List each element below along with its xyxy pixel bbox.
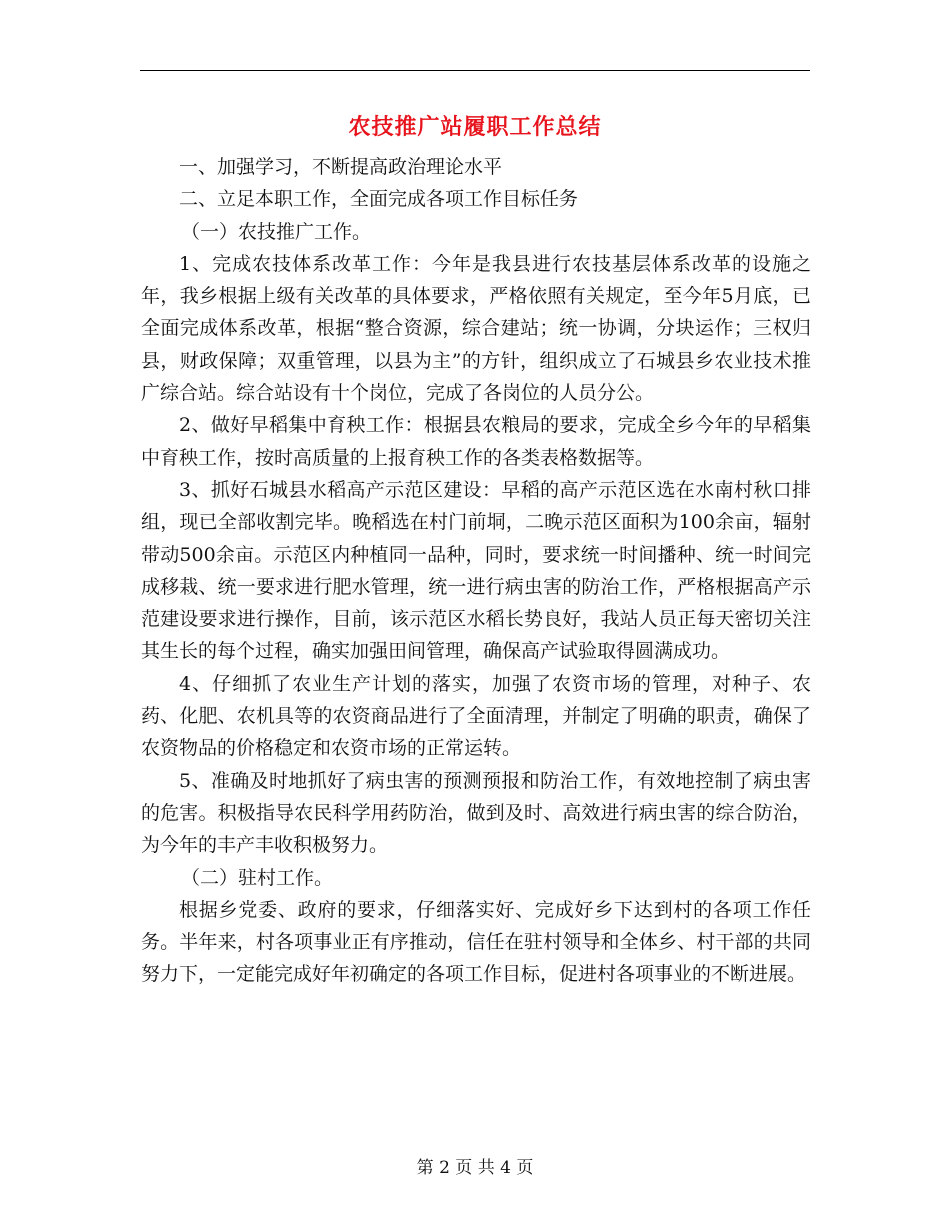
body-paragraph: 根据乡党委、政府的要求，仔细落实好、完成好乡下达到村的各项工作任务。半年来，村各项事业正有序推动，信任在驻村领导和全体乡、村干部的共同努力下，一定能完成好年初确定的各项工作目标，促进村各项事业的不断进展。: [141, 898, 811, 986]
document-title: 农技推广站履职工作总结: [348, 114, 602, 140]
body-paragraph: 1、完成农技体系改革工作：今年是我县进行农技基层体系改革的设施之年，我乡根据上级有关改革的具体要求，严格依照有关规定，至今年5月底，已全面完成体系改革，根据“整合资源，综合建站；统一协调，分块运作；三权归县，财政保障；双重管理，以县为主”的方针，组织成立了石城县乡农业技术推广综合站。综合站设有十个岗位，完成了各岗位的人员分公。: [141, 252, 811, 405]
header-rule: [140, 70, 810, 71]
page-number: 第 2 页 共 4 页: [416, 1158, 534, 1178]
body-paragraph: 5、准确及时地抓好了病虫害的预测预报和防治工作，有效地控制了病虫害的危害。积极指导农民科学用药防治，做到及时、高效进行病虫害的综合防治，为今年的丰产丰收积极努力。: [141, 769, 811, 857]
subsection-heading-1: （一）农技推广工作。: [181, 220, 372, 243]
section-heading-2: 二、立足本职工作，全面完成各项工作目标任务: [179, 188, 579, 211]
body-paragraph: 2、做好早稻集中育秧工作：根据县农粮局的要求，完成全乡今年的早稻集中育秧工作，按时高质量的上报育秧工作的各类表格数据等。: [141, 414, 811, 469]
section-heading-1: 一、加强学习，不断提高政治理论水平: [179, 156, 503, 178]
subsection-heading-2: （二）驻村工作。: [181, 866, 334, 889]
document-body: [141, 151, 811, 991]
body-paragraph: 3、抓好石城县水稻高产示范区建设：早稻的高产示范区选在水南村秋口排组，现已全部收割完毕。晚稻选在村门前垌，二晚示范区面积为100余亩，辐射带动500余亩。示范区内种植同一品种，同时，要求统一时间播种、统一时间完成移栽、统一要求进行肥水管理，统一进行病虫害的防治工作，严格根据高产示范建设要求进行操作，目前，该示范区水稻长势良好，我站人员正每天密切关注其生长的每个过程，确实加强田间管理，确保高产试验取得圆满成功。: [141, 478, 811, 663]
body-paragraph: 4、仔细抓了农业生产计划的落实，加强了农资市场的管理，对种子、农药、化肥、农机具等的农资商品进行了全面清理，并制定了明确的职责，确保了农资物品的价格稳定和农资市场的正常运转。: [141, 672, 811, 760]
